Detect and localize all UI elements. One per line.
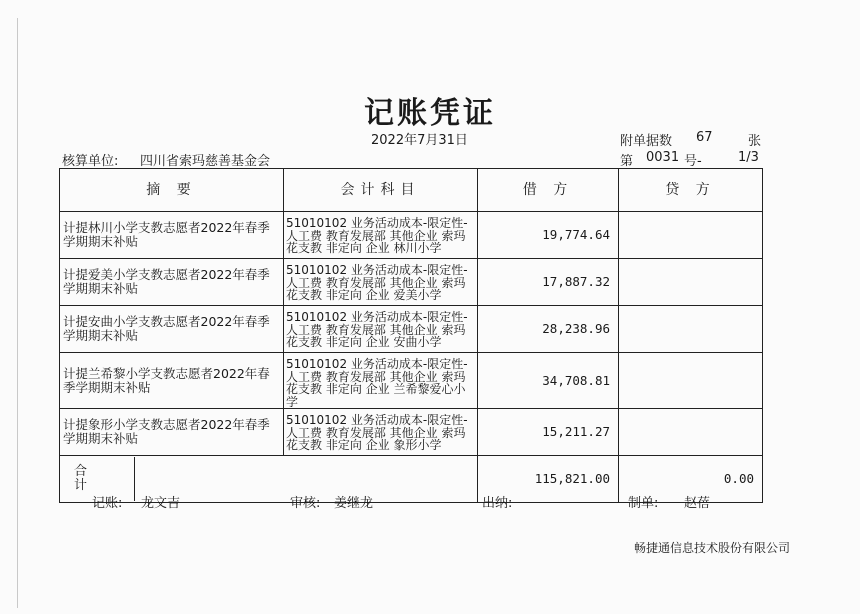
row-credit [619,306,763,353]
row-credit [619,259,763,306]
row-summary: 计提安曲小学支教志愿者2022年春季学期期末补贴 [60,306,284,353]
row-account: 51010102 业务活动成本-限定性-人工费 教育发展部 其他企业 索玛花支教 非定向 企业 林川小学 [284,212,478,259]
header-account: 会计科目 [284,169,478,212]
table-row [60,259,763,306]
header-debit: 借 方 [478,169,619,212]
row-credit [619,212,763,259]
voucher-number: 0031 [646,150,680,165]
bookkeeper-label: 记账: [92,496,123,511]
table-row [60,212,763,259]
row-credit [619,353,763,409]
cashier-label: 出纳: [482,496,513,511]
row-account: 51010102 业务活动成本-限定性-人工费 教育发展部 其他企业 索玛花支教 非定向 企业 象形小学 [284,409,478,456]
voucher-table [59,168,763,503]
bookkeeper-name: 龙文吉 [141,496,181,511]
voucher-date: 2022年7月31日 [371,133,468,148]
reviewer-label: 审核: [290,496,321,511]
table-row [60,353,763,409]
voucher-number-suffix: 号- [684,154,702,169]
table-header-row [60,169,763,212]
row-debit: 17,887.32 [478,259,619,306]
table-row [60,306,763,353]
reviewer-name: 姜继龙 [334,496,374,511]
voucher-title: 记账凭证 [364,96,496,131]
row-summary: 计提兰希黎小学支教志愿者2022年春季学期期末补贴 [60,353,284,409]
row-account: 51010102 业务活动成本-限定性-人工费 教育发展部 其他企业 索玛花支教 非定向 企业 爱美小学 [284,259,478,306]
row-summary: 计提象形小学支教志愿者2022年春季学期期末补贴 [60,409,284,456]
header-credit: 贷 方 [619,169,763,212]
row-account: 51010102 业务活动成本-限定性-人工费 教育发展部 其他企业 索玛花支教 非定向 企业 兰希黎爱心小学 [284,353,478,409]
row-debit: 34,708.81 [478,353,619,409]
footer-company: 畅捷通信息技术股份有限公司 [634,541,791,555]
row-debit: 15,211.27 [478,409,619,456]
row-summary: 计提爱美小学支教志愿者2022年春季学期期末补贴 [60,259,284,306]
total-label: 合 计 [60,457,135,501]
accounting-unit-label: 核算单位: [62,154,119,169]
accounting-unit-name: 四川省索玛慈善基金会 [140,154,271,169]
row-credit [619,409,763,456]
attachment-unit: 张 [748,134,762,149]
voucher-page: 1/3 [738,150,759,165]
row-summary: 计提林川小学支教志愿者2022年春季学期期末补贴 [60,212,284,259]
attachment-label: 附单据数 [620,134,673,149]
row-debit: 19,774.64 [478,212,619,259]
total-debit: 115,821.00 [478,456,619,503]
maker-label: 制单: [628,496,659,511]
attachment-count: 67 [696,130,713,145]
total-credit: 0.00 [619,456,763,503]
row-account: 51010102 业务活动成本-限定性-人工费 教育发展部 其他企业 索玛花支教 非定向 企业 安曲小学 [284,306,478,353]
maker-name: 赵蓓 [684,496,711,511]
table-row [60,409,763,456]
voucher-number-prefix: 第 [620,154,634,169]
row-debit: 28,238.96 [478,306,619,353]
header-summary: 摘 要 [60,169,284,212]
